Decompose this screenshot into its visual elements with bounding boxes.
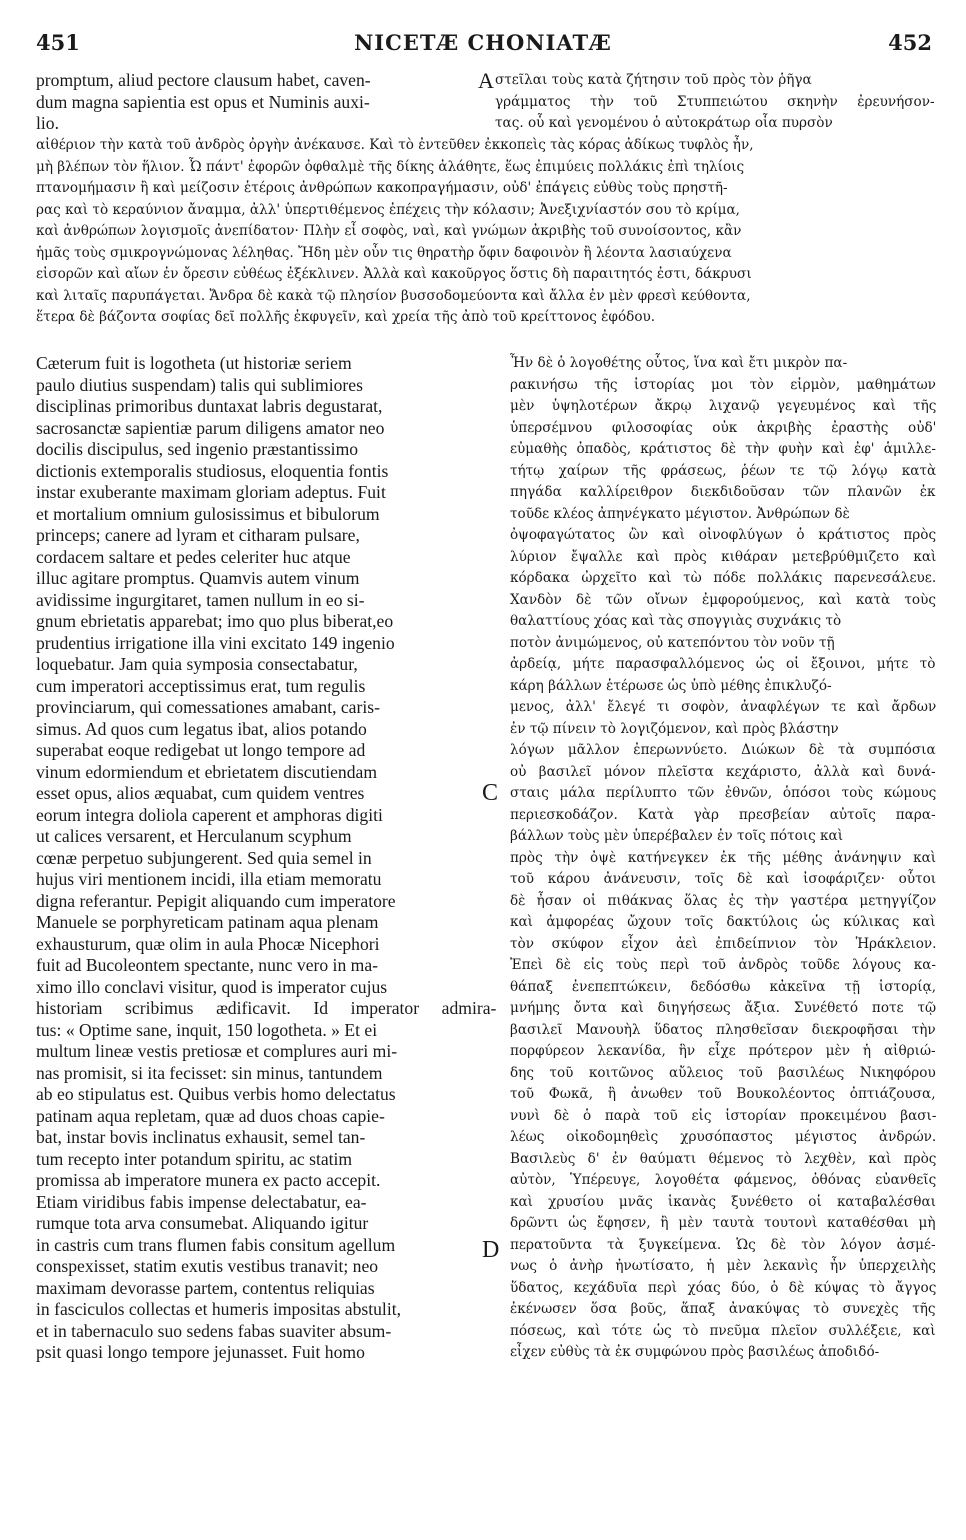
greek-text-line: ὑπερσέμνου φιλοσοφίας οὐκ ἀκριβὴς ἐραστὴς οὐδ' (510, 419, 937, 436)
greek-text-line: ρας καὶ τὸ κεραύνιον ἄναμμα, ἀλλ' ὑπερτιθέμενος ἐπέχεις τὴν κόλασιν; Ἀνεξιχνίαστόν σου τὸ κρίμα, (36, 201, 741, 218)
latin-text-line: provinciarum, qui comessationes amabant, caris- (36, 697, 380, 717)
greek-text-line: βάλλων τοὺς μὲν ὑπερέβαλεν ἐν τοῖς πότοις καὶ (510, 828, 844, 844)
greek-full-width-block (36, 135, 936, 329)
latin-text-line: tus: « Optime sane, inquit, 150 logotheta. » Et ei (36, 1019, 378, 1040)
greek-text-line: ἐν τῷ πίνειν τὸ λογιζόμενον, καὶ πρὸς βλάστην (510, 720, 839, 737)
latin-text-line: illuc agitare promptus. Quamvis autem vinum (36, 568, 360, 588)
latin-text-line: cordacem saltare et pedes celeriter huc atque (36, 546, 351, 567)
latin-text-line: hujus viri mentionem incidi, illa etiam memoratu (36, 869, 382, 889)
greek-text-line: λύριον ἔψαλλε καὶ πρὸς κιθάραν μετεβρύθμιζετο καὶ (510, 548, 937, 565)
greek-text-line: αἰθέριον τὴν κατὰ τοῦ ἀνδρὸς ὀργὴν ἀνέκαυσε. Καὶ τὸ ἐντεῦθεν ἐκκοπεὶς τὰς κόρας ἀδίκως τυφλὸς ἦν, (36, 137, 754, 153)
running-title: NICETÆ CHONIATÆ (354, 30, 612, 55)
greek-text-line: νυνὶ δὲ ὁ παρὰ τοῦ εἰς ἱστορίαν προκειμένου βασι- (510, 1107, 937, 1124)
greek-text-line: οὐ βασιλεῖ μόνον πλεῖστα κεχάριστο, ἀλλὰ καὶ δυνά- (510, 763, 936, 780)
latin-text-line: promissa ab imperatore munera ex pacto accepit. (36, 1170, 381, 1190)
latin-text-line: docilis discipulus, sed ingenio præstantissimo (36, 439, 359, 459)
latin-text-line: multum lineæ vestis pretiosæ et complures auri mi- (36, 1041, 398, 1061)
latin-text-line: Cæterum fuit is logotheta (ut historiæ seriem (36, 353, 352, 373)
latin-text-line: nas promisit, si ita fecisset: sin minus, tantundem (36, 1062, 383, 1083)
latin-text-line: in castris cum trans flumen fabis consitum agellum (36, 1234, 396, 1255)
greek-text-line: καὶ λιταῖς παρυπάγεται. Ἄνδρα δὲ κακὰ τῷ πλησίον βυσσοδομεύοντα καὶ ἄλλα ἐν μὲν φρεσὶ κεύθοντα, (36, 287, 751, 304)
greek-text-line: θάπαξ ἐνεπεπτώκειν, δεδόσθω κἀκεῖνα τῇ ἱστορίᾳ, (510, 978, 937, 995)
latin-text-line: ximo illo conclavi visitur, quod is imperator cujus (36, 976, 388, 997)
latin-text-line: avidissime ingurgitaret, tamen nullum in eo si- (36, 589, 365, 610)
greek-text-line: εἰσορῶν καὶ αἴων ἐν ὄρεσιν εὐθέως ἐξέκλινεν. Ἀλλὰ καὶ κακοῦργος ὅστις δὴ παραιτητός ἐστι, δάκρυσι (36, 266, 752, 282)
latin-text-line: rumque tota arva consumebat. Aliquando igitur (36, 1213, 369, 1233)
latin-text-line: psit quasi longo tempore jejunasset. Fuit homo (36, 1342, 365, 1362)
latin-text-line: lio. (36, 113, 59, 133)
greek-text-line: Ἐπεὶ δὲ εἰς τοὺς περὶ τοῦ ἀνδρὸς τοῦδε λόγους κα- (510, 957, 936, 973)
greek-column-top (495, 70, 935, 135)
latin-text-line: dum magna sapientia est opus et Numinis auxi- (36, 91, 370, 112)
greek-text-line: στεῖλαι τοὺς κατὰ ζήτησιν τοῦ πρὸς τὸν ῥῆγα (495, 72, 812, 88)
greek-text-line: πηγάδα καλλίρειθρον διεκδιδοῦσαν τῶν πλανῶν ἐκ (510, 484, 936, 500)
greek-text-line: πρὸς τὴν ὀψὲ κατήνεγκεν ἐκ τῆς μέθης ἀνάνηψιν καὶ (510, 849, 937, 866)
greek-text-line: πόσεως, καὶ τότε ὡς τὸ πνεῦμα πλεῖον συλλέξειε, καὶ (510, 1322, 936, 1339)
latin-text-line: ab eo stipulatus est. Quibus verbis homo delectatus (36, 1084, 396, 1104)
greek-text-line: ὕδατος, κεχάδυῖα περὶ χόας δύο, ὁ δὲ κύψας τὸ ἄγγος (510, 1279, 937, 1296)
latin-text-line: dictionis extemporalis studiosus, eloquentia fontis (36, 460, 389, 481)
latin-text-line: eorum integra doliola caperent et amphoras digiti (36, 804, 383, 825)
page-number-right: 452 (888, 30, 932, 55)
latin-text-line: cœnæ perpetuo subjungerent. Sed quia semel in (36, 847, 372, 868)
greek-text-line: τοῦδε κλέος ἀπηνέγκατο μέγιστον. Ἀνθρώπων δὲ (510, 505, 850, 522)
latin-text-line: maximam devorasse partem, contentus reliquias (36, 1277, 375, 1298)
latin-text-line: digna referantur. Pepigit aliquando cum imperatore (36, 890, 396, 911)
latin-text-line: ut calices versarent, et Herculanum scyphum (36, 826, 352, 846)
greek-text-line: εὐμαθὴς ὀπαδὸς, κράτιστος δὲ τὴν φυὴν καὶ ἐφ' ἁμιλλε- (510, 441, 936, 457)
latin-text-line: conspexisset, statim exutis vestibus tranavit; neo (36, 1256, 379, 1276)
latin-column-top (36, 70, 491, 135)
greek-text-line: ποτὸν ἀνιμώμενος, οὐ κατεπόντου τὸν νοῦν τῇ (510, 634, 835, 651)
greek-text-line: περιεσκοδάζον. Κατὰ γὰρ πρεσβείαν αὐτοῖς παρα- (510, 806, 936, 823)
margin-letter-c: C (482, 780, 499, 806)
greek-text-line: μὴ βλέπων τὸν ἥλιον. Ὦ πάντ' ἐφορῶν ὀφθαλμὲ τῆς δίκης ἀλάθητε, ἕως ἐπιμύεις πολλάκις ἐπὶ τηλίοις (36, 158, 745, 175)
greek-text-line: ἡμᾶς τοὺς σμικρογνώμονας λέληθας. Ἤδη μὲν οὖν τις θηρατὴρ ὄφιν δαφοινὸν ἢ λέοντα λασιαύχενα (36, 244, 732, 261)
greek-text-line: Βασιλεὺς δ' ἐν θαύματι θέμενος τὸ λεχθὲν, καὶ πρὸς (510, 1150, 937, 1167)
greek-text-line: καὶ χρυσίου μνᾶς ἱκανὰς ξυνέθετο οἱ καταβαλέσθαι (510, 1193, 936, 1210)
latin-text-line: sacrosanctæ sapientiæ parum diligens amator neo (36, 417, 385, 438)
latin-text-line: cum imperatori acceptissimus erat, tum regulis (36, 675, 366, 696)
latin-text-line: historiam scribimus ædificavit. Id imperator admira- (36, 998, 497, 1018)
greek-text-line: τοῦ Φωκᾶ, ἣ ἀνωθεν τοῦ Βουκολέοντος ὀπτιάζουσα, (510, 1086, 936, 1102)
greek-text-line: Χανδὸν δὲ τῶν οἴνων ἐμφορούμενος, καὶ κατὰ τοὺς (510, 591, 936, 608)
greek-text-line: πτανομήμασιν ἢ καὶ μείζοσιν ἑτέροις ἀνθρώπων κακοπραγήμασιν, οὐδ' ἐπάγεις εὐθὺς τοὺς πρηστῆ- (36, 180, 728, 196)
margin-letter-d: D (482, 1237, 500, 1263)
greek-text-line: δὲ ἦσαν οἱ πιθάκνας ὅλας ἐς τὴν γαστέρα μετηγγίζον (510, 892, 937, 909)
greek-text-line: λόγων μᾶλλον ἐπερωννύετο. Διώκων δὲ τὰ συμπόσια (510, 742, 936, 758)
greek-text-line: δρῶντι ὡς ἔφησεν, ἢ μὲν ταυτὰ τουτονὶ καταθέσθαι μὴ (510, 1215, 936, 1231)
latin-text-line: esset opus, alios æquabat, cum quidem ventres (36, 783, 365, 803)
greek-text-line: θαλαττίους χόας καὶ τὰς σπογγιὰς συχνάκις τὸ (510, 613, 842, 629)
greek-text-line: καὶ ἀμφορέας ὤχουν τοῖς δακτύλοις ὡς κύλικας καὶ (510, 914, 936, 930)
latin-text-line: instar exuberante maximam gloriam adeptus. Fuit (36, 482, 386, 502)
latin-text-line: paulo diutius suspendam) talis qui sublimiores (36, 374, 363, 395)
latin-text-line: patinam aqua repletam, quæ ad duos choas capie- (36, 1105, 385, 1126)
greek-text-line: πορφύρεον λεκανίδα, ἣν εἶχε πρότερον μὲν ἡ αἰθριώ- (510, 1043, 936, 1059)
latin-text-line: et in tabernaculo suo sedens fabas suaviter absum- (36, 1320, 392, 1341)
margin-letter-a: A (478, 68, 494, 93)
latin-text-line: princeps; canere ad lyram et citharam pulsare, (36, 525, 360, 545)
greek-text-line: νως ὁ ἀνὴρ ἠνωτίσατο, ἡ μὲν λεκανὶς ἦν ὑπερχειλὴς (510, 1258, 936, 1274)
latin-column-main (36, 353, 499, 1364)
greek-text-line: μὲν ὑψηλοτέρων ἄκρῳ λιχανῷ γεγευμένος καὶ τῆς (510, 398, 937, 414)
latin-text-line: Manuele se porphyreticam patinam aqua plenam (36, 912, 379, 932)
latin-text-line: promptum, aliud pectore clausum habet, caven- (36, 70, 371, 90)
page-number-left: 451 (36, 30, 80, 55)
greek-text-line: μνήμης ὄντα καὶ διηγήσεως ἄξια. Συνέθετό ποτε τῷ (510, 1000, 937, 1016)
latin-text-line: in fasciculos collectas et humeris impositas abstulit, (36, 1299, 401, 1319)
greek-text-line: ἕτερα δὲ βάζοντα σοφίας δεῖ πολλῆς ἐκφυγεῖν, καὶ χρεία τῆς ἀπὸ τοῦ κρείττονος ἐφόδου. (36, 309, 656, 325)
latin-text-line: prudentius irrigatione illa vini excitato 149 ingenio (36, 632, 395, 653)
latin-text-line: fuit ad Bucoleontem spectante, nunc vero in ma- (36, 955, 378, 975)
latin-text-line: superabat eoque redigebat ut longo tempore ad (36, 740, 366, 760)
greek-text-line: δης τοῦ κοιτῶνος αὔλειος τοῦ βασιλέως Νικηφόρου (510, 1064, 936, 1081)
greek-text-line: κόρδακα ὠρχεῖτο καὶ τὼ πόδε πολλάκις παρενεσάλευε. (510, 570, 937, 586)
greek-text-line: καὶ ἀνθρώπων λογισμοῖς ἀνεπίδατον· Πλὴν εἶ σοφὸς, ναὶ, καὶ γνώμων ἀκριβὴς τοῦ συνοίσοντος, κἂν (36, 223, 742, 239)
latin-text-line: bat, instar bovis inclinatus exhausit, semel tan- (36, 1127, 366, 1147)
greek-text-line: τὸν σκύφον εἶχον ἀεὶ ἐπιδείπνιον τὸν Ἡράκλειον. (510, 935, 937, 952)
greek-text-line: γράμματος τὴν τοῦ Στυππειώτου σκηνὴν ἐρευνήσον- (495, 93, 935, 110)
greek-text-line: ἐκένωσεν ὅσα βοῦς, ἅπαξ ἀνακύψας τὸ συνεχὲς τῆς (510, 1301, 936, 1317)
greek-text-line: κάρη βάλλων ἑτέρωσε ὡς ὑπὸ μέθης ἐπικλυζό- (510, 677, 832, 694)
latin-text-line: exhausturum, quæ olim in aula Phocæ Nicephori (36, 933, 380, 954)
latin-text-line: Etiam viridibus fabis impense delectabatur, ea- (36, 1191, 367, 1212)
latin-text-line: tum recepto inter potandum spiritu, ac statim (36, 1148, 353, 1169)
greek-text-line: μενος, ἀλλ' ἔλεγέ τι σοφὸν, ἀναφλέγων τε καὶ ἄρδων (510, 699, 937, 715)
greek-text-line: ἀρδείᾳ, μήτε παρασφαλλόμενος ὡς οἱ ἔξοινοι, μήτε τὸ (510, 656, 936, 672)
greek-text-line: εἶχεν εὐθὺς τὰ ἐκ συμφώνου πρὸς βασιλέως ἀποδιδό- (510, 1344, 880, 1360)
greek-text-line: περατοῦντα τὰ ξυγκείμενα. Ὡς δὲ τὸν λόγον ἀσμέ- (510, 1236, 936, 1253)
greek-text-line: ὀψοφαγώτατος ὢν καὶ οἰνοφλύγων ὁ κράτιστος πρὸς (510, 527, 937, 543)
greek-text-line: λέως οἰκοδομηθεὶς χρυσόπαστος μέγιστος ἀνδρών. (510, 1129, 937, 1145)
greek-text-line: τήτῳ χαίρων τῆς φράσεως, ῥέων τε τῷ λόγῳ κατὰ (510, 462, 937, 479)
latin-text-line: gnum ebrietatis apparebat; imo quo plus biberat,eo (36, 611, 394, 631)
greek-text-line: ρακινήσω τῆς ἱστορίας μοι τὸν εἱρμὸν, μαθημάτων (510, 376, 936, 393)
latin-text-line: et mortalium omnium gulosissimus et bibulorum (36, 503, 380, 524)
greek-text-line: τας. οὗ καὶ γενομένου ὁ αὐτοκράτωρ οἷα πυρσὸν (495, 115, 833, 131)
greek-text-line: σταις μάλα περίλυπτο τῶν ἐθνῶν, ὁπόσοι τοὺς κώμους (510, 785, 937, 801)
latin-text-line: simus. Ad quos cum legatus ibat, alios potando (36, 718, 367, 739)
greek-column-main (510, 353, 936, 1364)
latin-text-line: disciplinas primoribus duntaxat labris degustarat, (36, 396, 383, 416)
greek-text-line: βασιλεῖ Μανουὴλ ὕδατος πλησθεῖσαν διεκροφῆσαι τὴν (510, 1021, 936, 1038)
greek-text-line: Ἦν δὲ ὁ λογοθέτης οὗτος, ἵνα καὶ ἔτι μικρὸν πα- (510, 355, 848, 371)
latin-text-line: vinum edormiendum et ebrietatem discutiendam (36, 761, 378, 782)
greek-text-line: τοῦ κάρου ἀνάνευσιν, τοῖς δὲ καὶ ἰσοφάριζεν· οὗτοι (510, 871, 937, 887)
latin-text-line: loquebatur. Jam quia symposia consectabatur, (36, 654, 358, 674)
greek-text-line: αὐτὸν, Ὑπέρευγε, λογοθέτα φάμενος, ὀθόνας εὐανθεῖς (510, 1172, 937, 1188)
